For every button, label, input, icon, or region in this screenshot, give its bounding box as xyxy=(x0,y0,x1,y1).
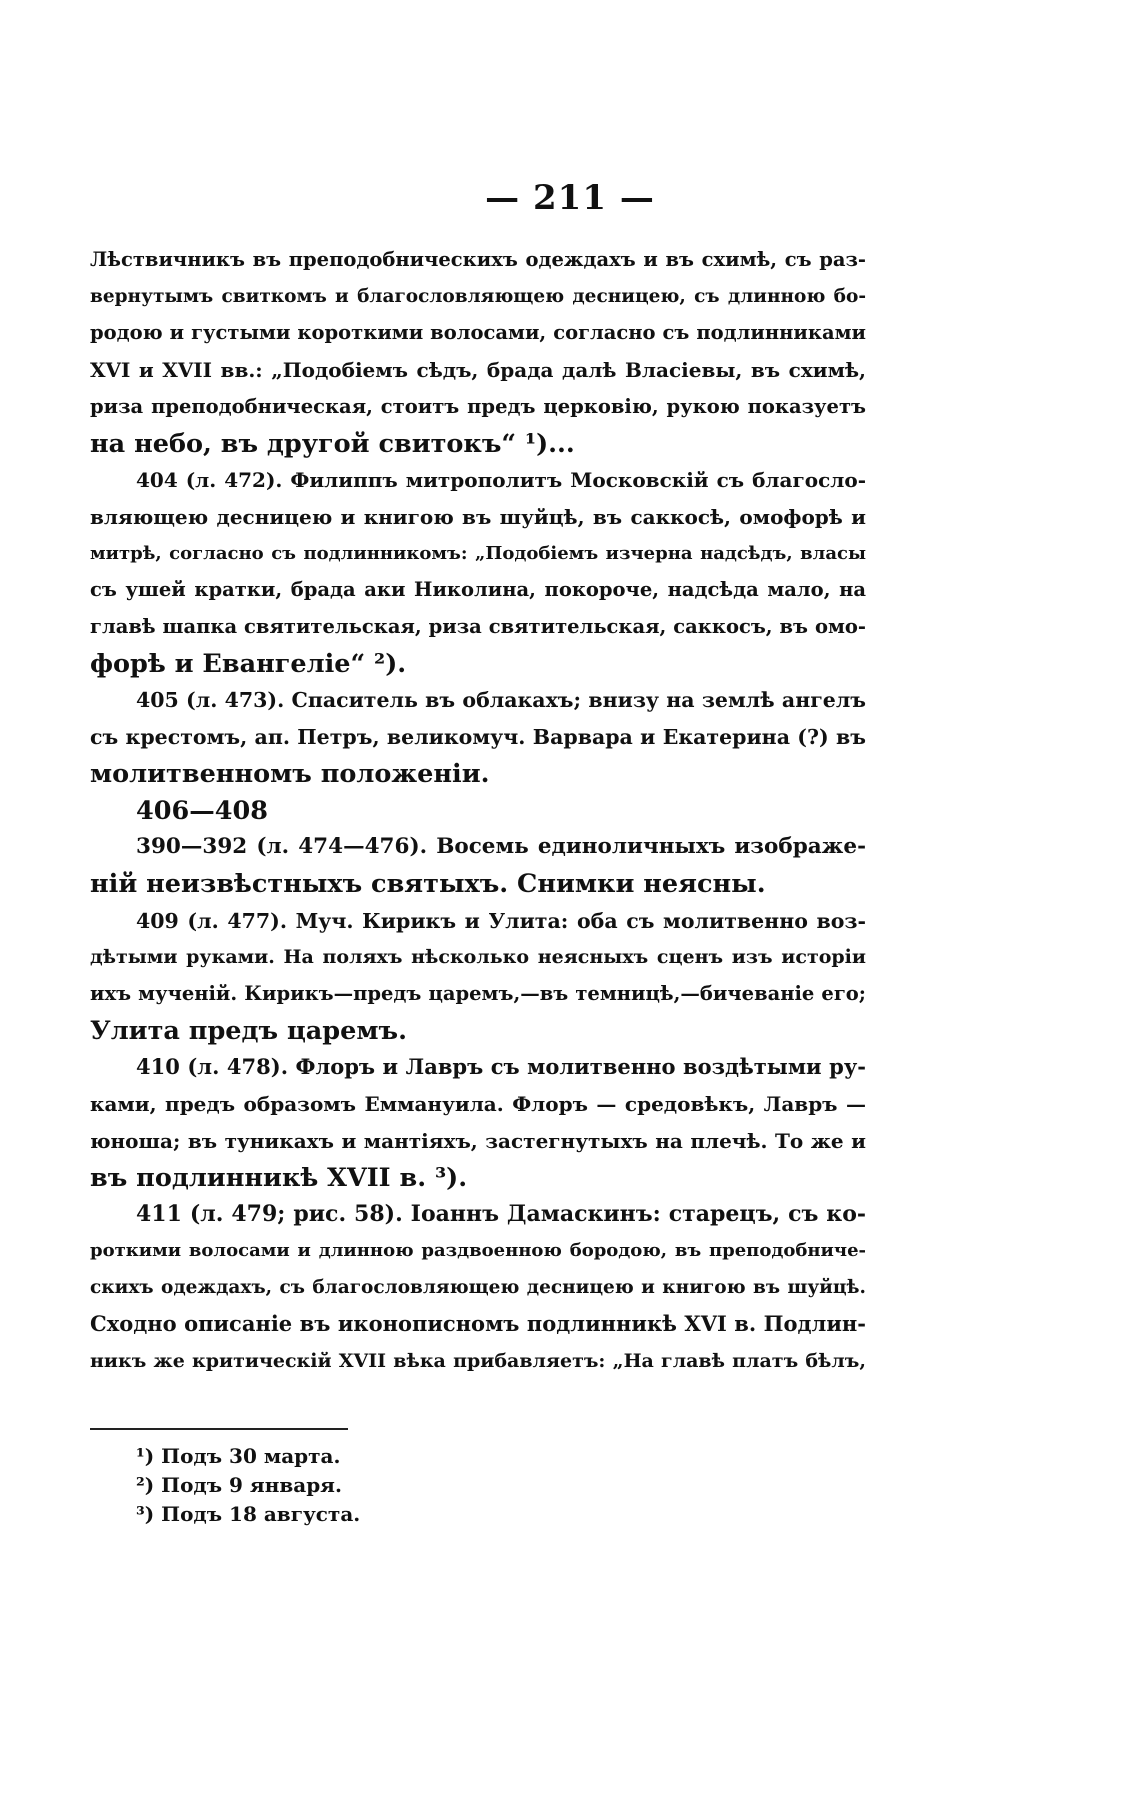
text-line: въ подлинникѣ XVII в. ³). xyxy=(90,1162,468,1193)
text-line: вляющею десницею и книгою въ шуйцѣ, въ саккосѣ, омофорѣ и xyxy=(90,504,866,529)
text-line: молитвенномъ положеніи. xyxy=(90,758,490,789)
text-line: дѣтыми руками. На поляхъ нѣсколько неясныхъ сценъ изъ исторіи xyxy=(90,946,866,969)
entry-405-line: 405 (л. 473). Спаситель въ облакахъ; внизу на землѣ ангелъ xyxy=(136,688,866,713)
text-line: роткими волосами и длинною раздвоенною бородою, въ преподобниче- xyxy=(90,1239,866,1261)
entry-404-line: 404 (л. 472). Филиппъ митрополитъ Московскій съ благосло- xyxy=(136,468,866,493)
entry-390-392-line: 390—392 (л. 474—476). Восемь единоличныхъ изображе- xyxy=(136,834,866,860)
page-number: — 211 — xyxy=(485,178,655,218)
entry-410-line: 410 (л. 478). Флоръ и Лавръ съ молитвенно воздѣтыми ру- xyxy=(136,1054,866,1080)
text-line: Сходно описаніе въ иконописномъ подлинникѣ XVI в. Подлин- xyxy=(90,1311,866,1337)
text-line: риза преподобническая, стоитъ предъ церковію, рукою показуетъ xyxy=(90,394,866,418)
entry-406-408-line: 406—408 xyxy=(136,795,268,826)
text-line: форѣ и Евангеліе“ ²). xyxy=(90,648,407,679)
text-line: ній неизвѣстныхъ святыхъ. Снимки неясны. xyxy=(90,868,766,899)
footnote-3: ³) Подъ 18 августа. xyxy=(136,1502,361,1526)
footnote-divider xyxy=(90,1428,348,1430)
footnotes xyxy=(136,1442,360,1529)
text-line: скихъ одеждахъ, съ благословляющею десницею и книгою въ шуйцѣ. xyxy=(90,1276,866,1298)
entry-411-line: 411 (л. 479; рис. 58). Іоаннъ Дамаскинъ: старецъ, съ ко- xyxy=(136,1201,866,1228)
text-line: съ ушей кратки, брада аки Николина, покороче, надсѣда мало, на xyxy=(90,578,866,602)
text-line: съ крестомъ, ап. Петръ, великомуч. Варвара и Екатерина (?) въ xyxy=(90,725,866,750)
text-line: главѣ шапка святительская, риза святительская, саккосъ, въ омо- xyxy=(90,615,866,639)
text-line: юноша; въ туникахъ и мантіяхъ, застегнутыхъ на плечѣ. То же и xyxy=(90,1128,866,1153)
text-line: вернутымъ свиткомъ и благословляющею десницею, съ длинною бо- xyxy=(90,285,866,307)
text-line: Лѣствичникъ въ преподобническихъ одеждахъ и въ схимѣ, съ раз- xyxy=(90,248,866,271)
main-text xyxy=(90,242,866,1380)
text-line: родою и густыми короткими волосами, согласно съ подлинниками xyxy=(90,321,866,345)
text-line: митрѣ, согласно съ подлинникомъ: „Подобіемъ изчерна надсѣдъ, власы xyxy=(90,542,866,564)
entry-409-line: 409 (л. 477). Муч. Кирикъ и Улита: оба съ молитвенно воз- xyxy=(136,908,866,933)
footnote-2: ²) Подъ 9 января. xyxy=(136,1473,342,1497)
text-line: никъ же критическій XVII вѣка прибавляетъ: „На главѣ платъ бѣлъ, xyxy=(90,1350,866,1373)
text-line: ихъ мученій. Кирикъ—предъ царемъ,—въ темницѣ,—бичеваніе его; xyxy=(90,982,866,1006)
text-line: ками, предъ образомъ Еммануила. Флоръ — средовѣкъ, Лавръ — xyxy=(90,1092,866,1117)
text-line: на небо, въ другой свитокъ“ ¹)... xyxy=(90,428,575,459)
footnote-1: ¹) Подъ 30 марта. xyxy=(136,1444,341,1468)
text-line: Улита предъ царемъ. xyxy=(90,1015,407,1046)
text-line: XVI и XVII вв.: „Подобіемъ сѣдъ, брада далѣ Власіевы, въ схимѣ, xyxy=(90,358,866,383)
